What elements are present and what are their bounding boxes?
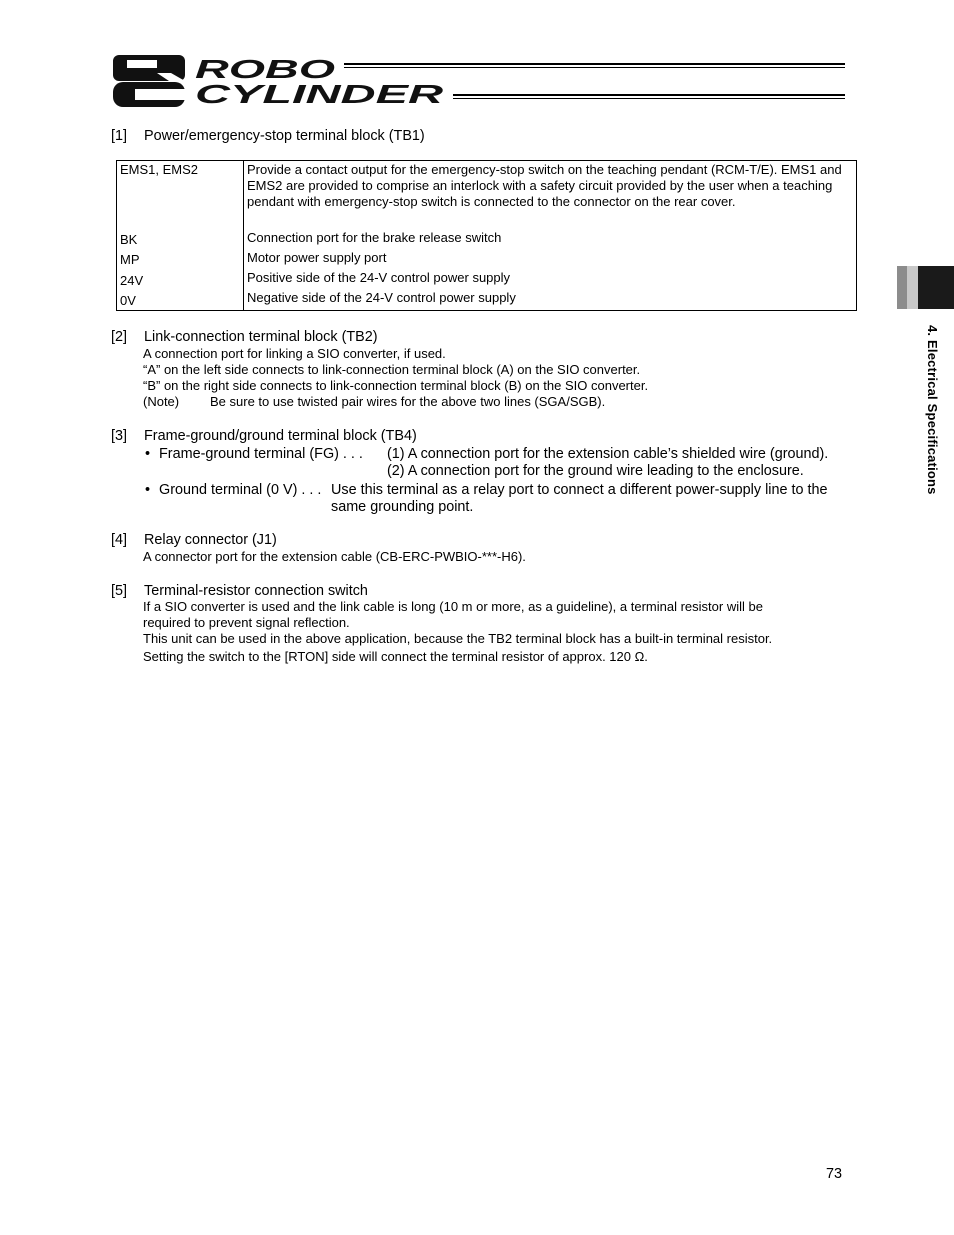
body-text: A connector port for the extension cable (CB-ERC-PWBIO-***-H6). [143,549,526,564]
body-text: “B” on the right side connects to link-connection terminal block (B) on the SIO converter. [143,378,649,393]
page-number: 73 [826,1166,843,1182]
ground-terminal-label: Ground terminal (0 V) . . . [159,482,322,498]
section-5-heading [111,582,611,600]
body-text: “A” on the left side connects to link-connection terminal block (A) on the SIO converter. [143,362,641,377]
logo-cylinder-text: CYLINDER [195,79,444,107]
section-title: Link-connection terminal block (TB2) [144,329,378,345]
bullet-icon: • [145,482,151,498]
table-value: Connection port for the brake release switch [247,230,502,245]
section-4-heading [111,531,611,549]
table-key: 24V [120,273,144,288]
section-number: [3] [111,428,127,444]
section-1-heading [111,127,611,145]
body-text: Setting the switch to the [RTON] side will connect the terminal resistor of approx. 120 Ω. [143,649,648,664]
section-number: [4] [111,532,127,548]
section-title: Relay connector (J1) [144,532,277,548]
header-rule [453,98,845,99]
section-number: [1] [111,128,127,144]
header-rule [344,67,845,68]
body-text: If a SIO converter is used and the link cable is long (10 m or more, as a guideline), a terminal resistor will be [143,599,763,614]
section-title: Frame-ground/ground terminal block (TB4) [144,428,417,444]
table-value: Motor power supply port [247,250,387,265]
bullet-icon: • [145,446,151,462]
table-divider [243,161,244,310]
table-key: MP [120,252,140,267]
fg-terminal-label: Frame-ground terminal (FG) . . . [159,446,363,462]
table-value: Provide a contact output for the emergency-stop switch on the teaching pendant (RCM-T/E). EMS1 and EMS2 are provided to comprise an interlock with a safety circuit provided by the user when a teaching pendant with emergency-stop switch is connected to the connector on the rear cover. [247,162,842,209]
fg-terminal-desc-1: (1) A connection port for the extension cable’s shielded wire (ground). [387,446,829,462]
section-number: [5] [111,583,127,599]
fg-terminal-desc-2: (2) A connection port for the ground wire leading to the enclosure. [387,463,804,479]
note-label: (Note) [143,394,180,409]
header-rule [453,94,845,96]
table-key: EMS1, EMS2 [120,162,199,177]
chapter-tab-marker [897,266,907,309]
ground-terminal-desc-1: Use this terminal as a relay port to connect a different power-supply line to the [331,482,828,498]
note-text: Be sure to use twisted pair wires for the above two lines (SGA/SGB). [210,394,606,409]
section-title: Terminal-resistor connection switch [144,583,368,599]
chapter-side-title: 4. Electrical Specifications [925,325,940,495]
body-text: This unit can be used in the above application, because the TB2 terminal block has a built-in terminal resistor. [143,631,773,646]
body-text: required to prevent signal reflection. [143,615,350,630]
section-2-heading [111,328,611,346]
table-value: Positive side of the 24-V control power supply [247,270,511,285]
section-3-heading [111,427,611,445]
section-title: Power/emergency-stop terminal block (TB1) [144,128,425,144]
chapter-tab-marker [907,266,918,309]
body-text: A connection port for linking a SIO converter, if used. [143,346,446,361]
header-rule [344,63,845,65]
ground-terminal-desc-2: same grounding point. [331,499,474,515]
table-key: BK [120,232,138,247]
table-value: Negative side of the 24-V control power supply [247,290,516,305]
table-key: 0V [120,293,136,308]
logo-robo-text: ROBO [195,55,335,84]
tb1-terminal-table [116,160,857,311]
chapter-tab-marker [918,266,954,309]
section-number: [2] [111,329,127,345]
